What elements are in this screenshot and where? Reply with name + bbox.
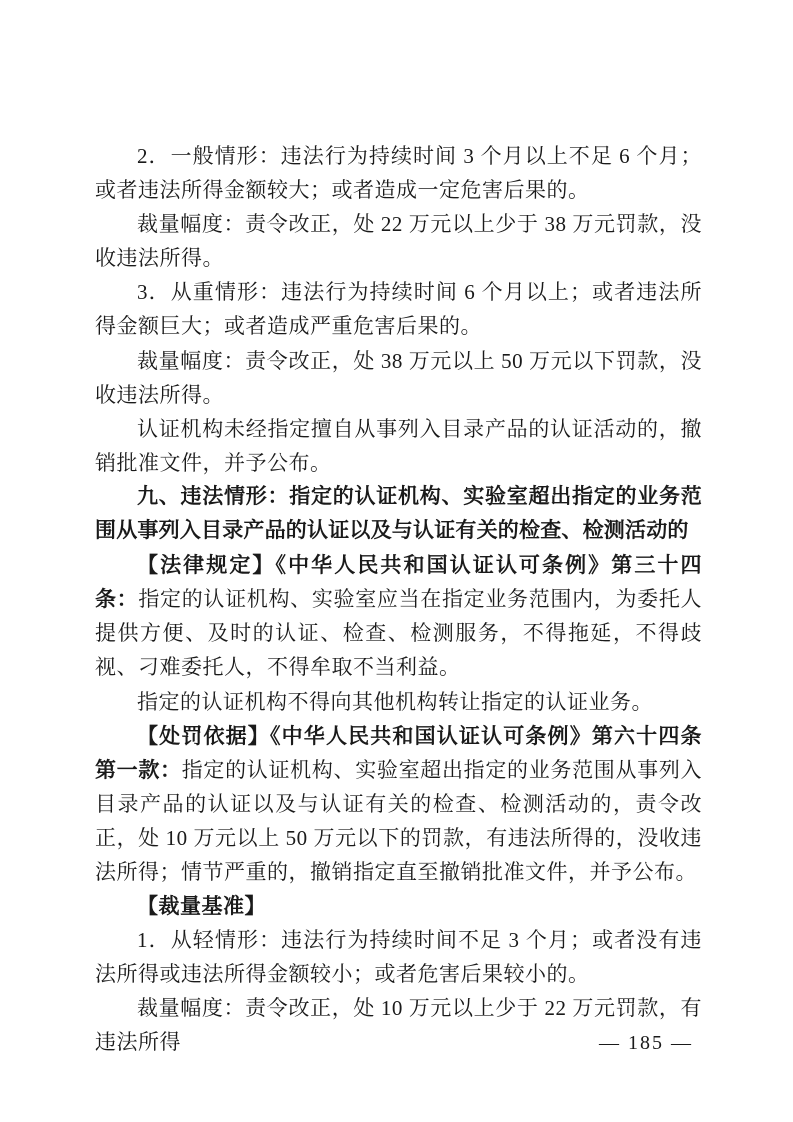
paragraph-aggravated-case-3: 3．从重情形：违法行为持续时间 6 个月以上；或者违法所得金额巨大；或者造成严重危害后果的。: [95, 280, 702, 339]
penalty-basis-label: 【处罚依据】《中华人民共和国认证认可条例》第六十四条第一款：: [95, 723, 702, 782]
paragraph-unauthorized-certification: 认证机构未经指定擅自从事列入目录产品的认证活动的，撤销批准文件，并予公布。: [95, 416, 702, 475]
paragraph-penalty-basis: [95, 719, 702, 889]
document-text-block: [95, 139, 702, 1060]
legal-provision-text: 指定的认证机构、实验室应当在指定业务范围内，为委托人提供方便、及时的认证、检查、检测服务，不得拖延，不得歧视、刁难委托人，不得牟取不当利益。: [95, 587, 703, 680]
penalty-basis-text: 指定的认证机构、实验室超出指定的业务范围从事列入目录产品的认证以及与认证有关的检查、检测活动的，责令改正，处 10 万元以上 50 万元以下的罚款，有违法所得的，没收违法所得；情节严重的，撤销指定直至撤销批准文件，并予公布。: [95, 757, 703, 884]
paragraph-discretion-range-3: 裁量幅度：责令改正，处 38 万元以上 50 万元以下罚款，没收违法所得。: [95, 348, 702, 407]
paragraph-no-transfer: 指定的认证机构不得向其他机构转让指定的认证业务。: [137, 689, 653, 714]
legal-provision-label: 【法律规定】《中华人民共和国认证认可条例》第三十四条：: [95, 553, 702, 612]
paragraph-general-case-2: 2．一般情形：违法行为持续时间 3 个月以上不足 6 个月；或者违法所得金额较大；或者造成一定危害后果的。: [95, 144, 702, 203]
paragraph-discretion-range-1: 裁量幅度：责令改正，处 10 万元以上少于 22 万元罚款，有违法所得: [95, 996, 702, 1055]
section-heading-violation-9: 九、违法情形：指定的认证机构、实验室超出指定的业务范围从事列入目录产品的认证以及与认证有关的检查、检测活动的: [95, 484, 702, 543]
subheading-discretion-standard: 【裁量基准】: [137, 894, 266, 919]
page-number: — 185 —: [599, 1032, 693, 1054]
paragraph-discretion-range-2: 裁量幅度：责令改正，处 22 万元以上少于 38 万元罚款，没收违法所得。: [95, 212, 702, 271]
paragraph-lenient-case-1: 1．从轻情形：违法行为持续时间不足 3 个月；或者没有违法所得或违法所得金额较小；或者危害后果较小的。: [95, 928, 702, 987]
paragraph-legal-provision: [95, 548, 702, 684]
